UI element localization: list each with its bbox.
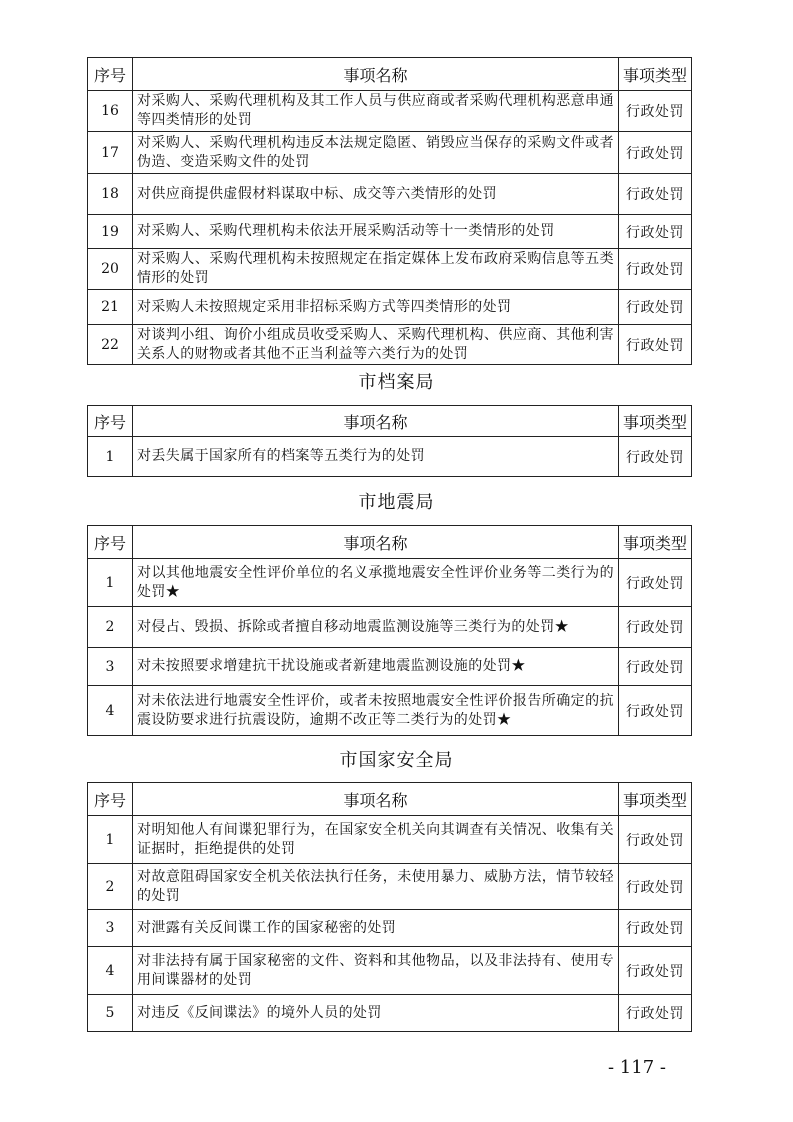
table-row (88, 325, 692, 365)
row-num: 2 (88, 864, 133, 910)
table-row (88, 686, 692, 736)
row-num: 4 (88, 686, 133, 736)
row-type: 行政处罚 (619, 607, 692, 648)
row-name: 对供应商提供虚假材料谋取中标、成交等六类情形的处罚 (133, 174, 619, 215)
table-header-row (88, 58, 692, 91)
row-name: 对违反《反间谍法》的境外人员的处罚 (133, 995, 619, 1032)
row-type: 行政处罚 (619, 816, 692, 864)
table-header-row (88, 406, 692, 437)
header-type: 事项类型 (619, 783, 692, 816)
row-type: 行政处罚 (619, 91, 692, 132)
row-name: 对明知他人有间谍犯罪行为，在国家安全机关向其调查有关情况、收集有关证据时，拒绝提供的处罚 (133, 816, 619, 864)
row-num: 1 (88, 816, 133, 864)
table-earthquake (87, 525, 692, 736)
header-name: 事项名称 (133, 406, 619, 437)
header-type: 事项类型 (619, 406, 692, 437)
table-row (88, 995, 692, 1032)
row-num: 2 (88, 607, 133, 648)
row-num: 22 (88, 325, 133, 365)
row-num: 20 (88, 249, 133, 290)
table-row (88, 648, 692, 686)
header-name: 事项名称 (133, 783, 619, 816)
section-title-earthquake: 市地震局 (358, 492, 435, 513)
row-type: 行政处罚 (619, 910, 692, 947)
row-num: 3 (88, 648, 133, 686)
table-row (88, 910, 692, 947)
row-num: 1 (88, 559, 133, 607)
row-type: 行政处罚 (619, 559, 692, 607)
page-number: - 117 - (608, 1057, 666, 1078)
row-type: 行政处罚 (619, 325, 692, 365)
row-name: 对未依法进行地震安全性评价，或者未按照地震安全性评价报告所确定的抗震设防要求进行抗震设防，逾期不改正等二类行为的处罚★ (133, 686, 619, 736)
row-name: 对采购人、采购代理机构未按照规定在指定媒体上发布政府采购信息等五类情形的处罚 (133, 249, 619, 290)
row-type: 行政处罚 (619, 437, 692, 477)
header-name: 事项名称 (133, 58, 619, 91)
row-type: 行政处罚 (619, 249, 692, 290)
row-num: 5 (88, 995, 133, 1032)
row-name: 对采购人未按照规定采用非招标采购方式等四类情形的处罚 (133, 290, 619, 325)
header-type: 事项类型 (619, 58, 692, 91)
table-national-security (87, 782, 692, 1032)
row-name: 对泄露有关反间谍工作的国家秘密的处罚 (133, 910, 619, 947)
header-name: 事项名称 (133, 526, 619, 559)
row-name: 对故意阻碍国家安全机关依法执行任务，未使用暴力、威胁方法，情节较轻的处罚 (133, 864, 619, 910)
header-type: 事项类型 (619, 526, 692, 559)
table-row (88, 816, 692, 864)
row-name: 对采购人、采购代理机构未依法开展采购活动等十一类情形的处罚 (133, 215, 619, 249)
row-name: 对以其他地震安全性评价单位的名义承揽地震安全性评价业务等二类行为的处罚★ (133, 559, 619, 607)
row-num: 19 (88, 215, 133, 249)
row-name: 对非法持有属于国家秘密的文件、资料和其他物品，以及非法持有、使用专用间谍器材的处罚 (133, 947, 619, 995)
row-num: 4 (88, 947, 133, 995)
table-header-row (88, 783, 692, 816)
row-num: 18 (88, 174, 133, 215)
row-num: 21 (88, 290, 133, 325)
row-num: 17 (88, 132, 133, 174)
row-num: 1 (88, 437, 133, 477)
row-num: 3 (88, 910, 133, 947)
row-type: 行政处罚 (619, 947, 692, 995)
row-name: 对采购人、采购代理机构及其工作人员与供应商或者采购代理机构恶意串通等四类情形的处罚 (133, 91, 619, 132)
table-row (88, 215, 692, 249)
header-num: 序号 (88, 526, 133, 559)
row-name: 对采购人、采购代理机构违反本法规定隐匿、销毁应当保存的采购文件或者伪造、变造采购文件的处罚 (133, 132, 619, 174)
table-row (88, 607, 692, 648)
table-row (88, 947, 692, 995)
row-type: 行政处罚 (619, 132, 692, 174)
table-row (88, 91, 692, 132)
row-type: 行政处罚 (619, 215, 692, 249)
table-row (88, 174, 692, 215)
row-type: 行政处罚 (619, 995, 692, 1032)
header-num: 序号 (88, 783, 133, 816)
row-name: 对丢失属于国家所有的档案等五类行为的处罚 (133, 437, 619, 477)
table-header-row (88, 526, 692, 559)
row-type: 行政处罚 (619, 864, 692, 910)
table-row (88, 864, 692, 910)
row-type: 行政处罚 (619, 290, 692, 325)
row-type: 行政处罚 (619, 648, 692, 686)
row-type: 行政处罚 (619, 686, 692, 736)
row-name: 对侵占、毁损、拆除或者擅自移动地震监测设施等三类行为的处罚★ (133, 607, 619, 648)
table-row (88, 132, 692, 174)
header-num: 序号 (88, 406, 133, 437)
table-row (88, 559, 692, 607)
section-title-national-security: 市国家安全局 (339, 750, 454, 771)
header-num: 序号 (88, 58, 133, 91)
table-procurement (87, 57, 692, 365)
row-name: 对谈判小组、询价小组成员收受采购人、采购代理机构、供应商、其他利害关系人的财物或者其他不正当利益等六类行为的处罚 (133, 325, 619, 365)
row-num: 16 (88, 91, 133, 132)
table-archives (87, 405, 692, 477)
row-type: 行政处罚 (619, 174, 692, 215)
section-title-archives: 市档案局 (358, 372, 435, 393)
table-row (88, 290, 692, 325)
table-row (88, 249, 692, 290)
table-row (88, 437, 692, 477)
row-name: 对未按照要求增建抗干扰设施或者新建地震监测设施的处罚★ (133, 648, 619, 686)
